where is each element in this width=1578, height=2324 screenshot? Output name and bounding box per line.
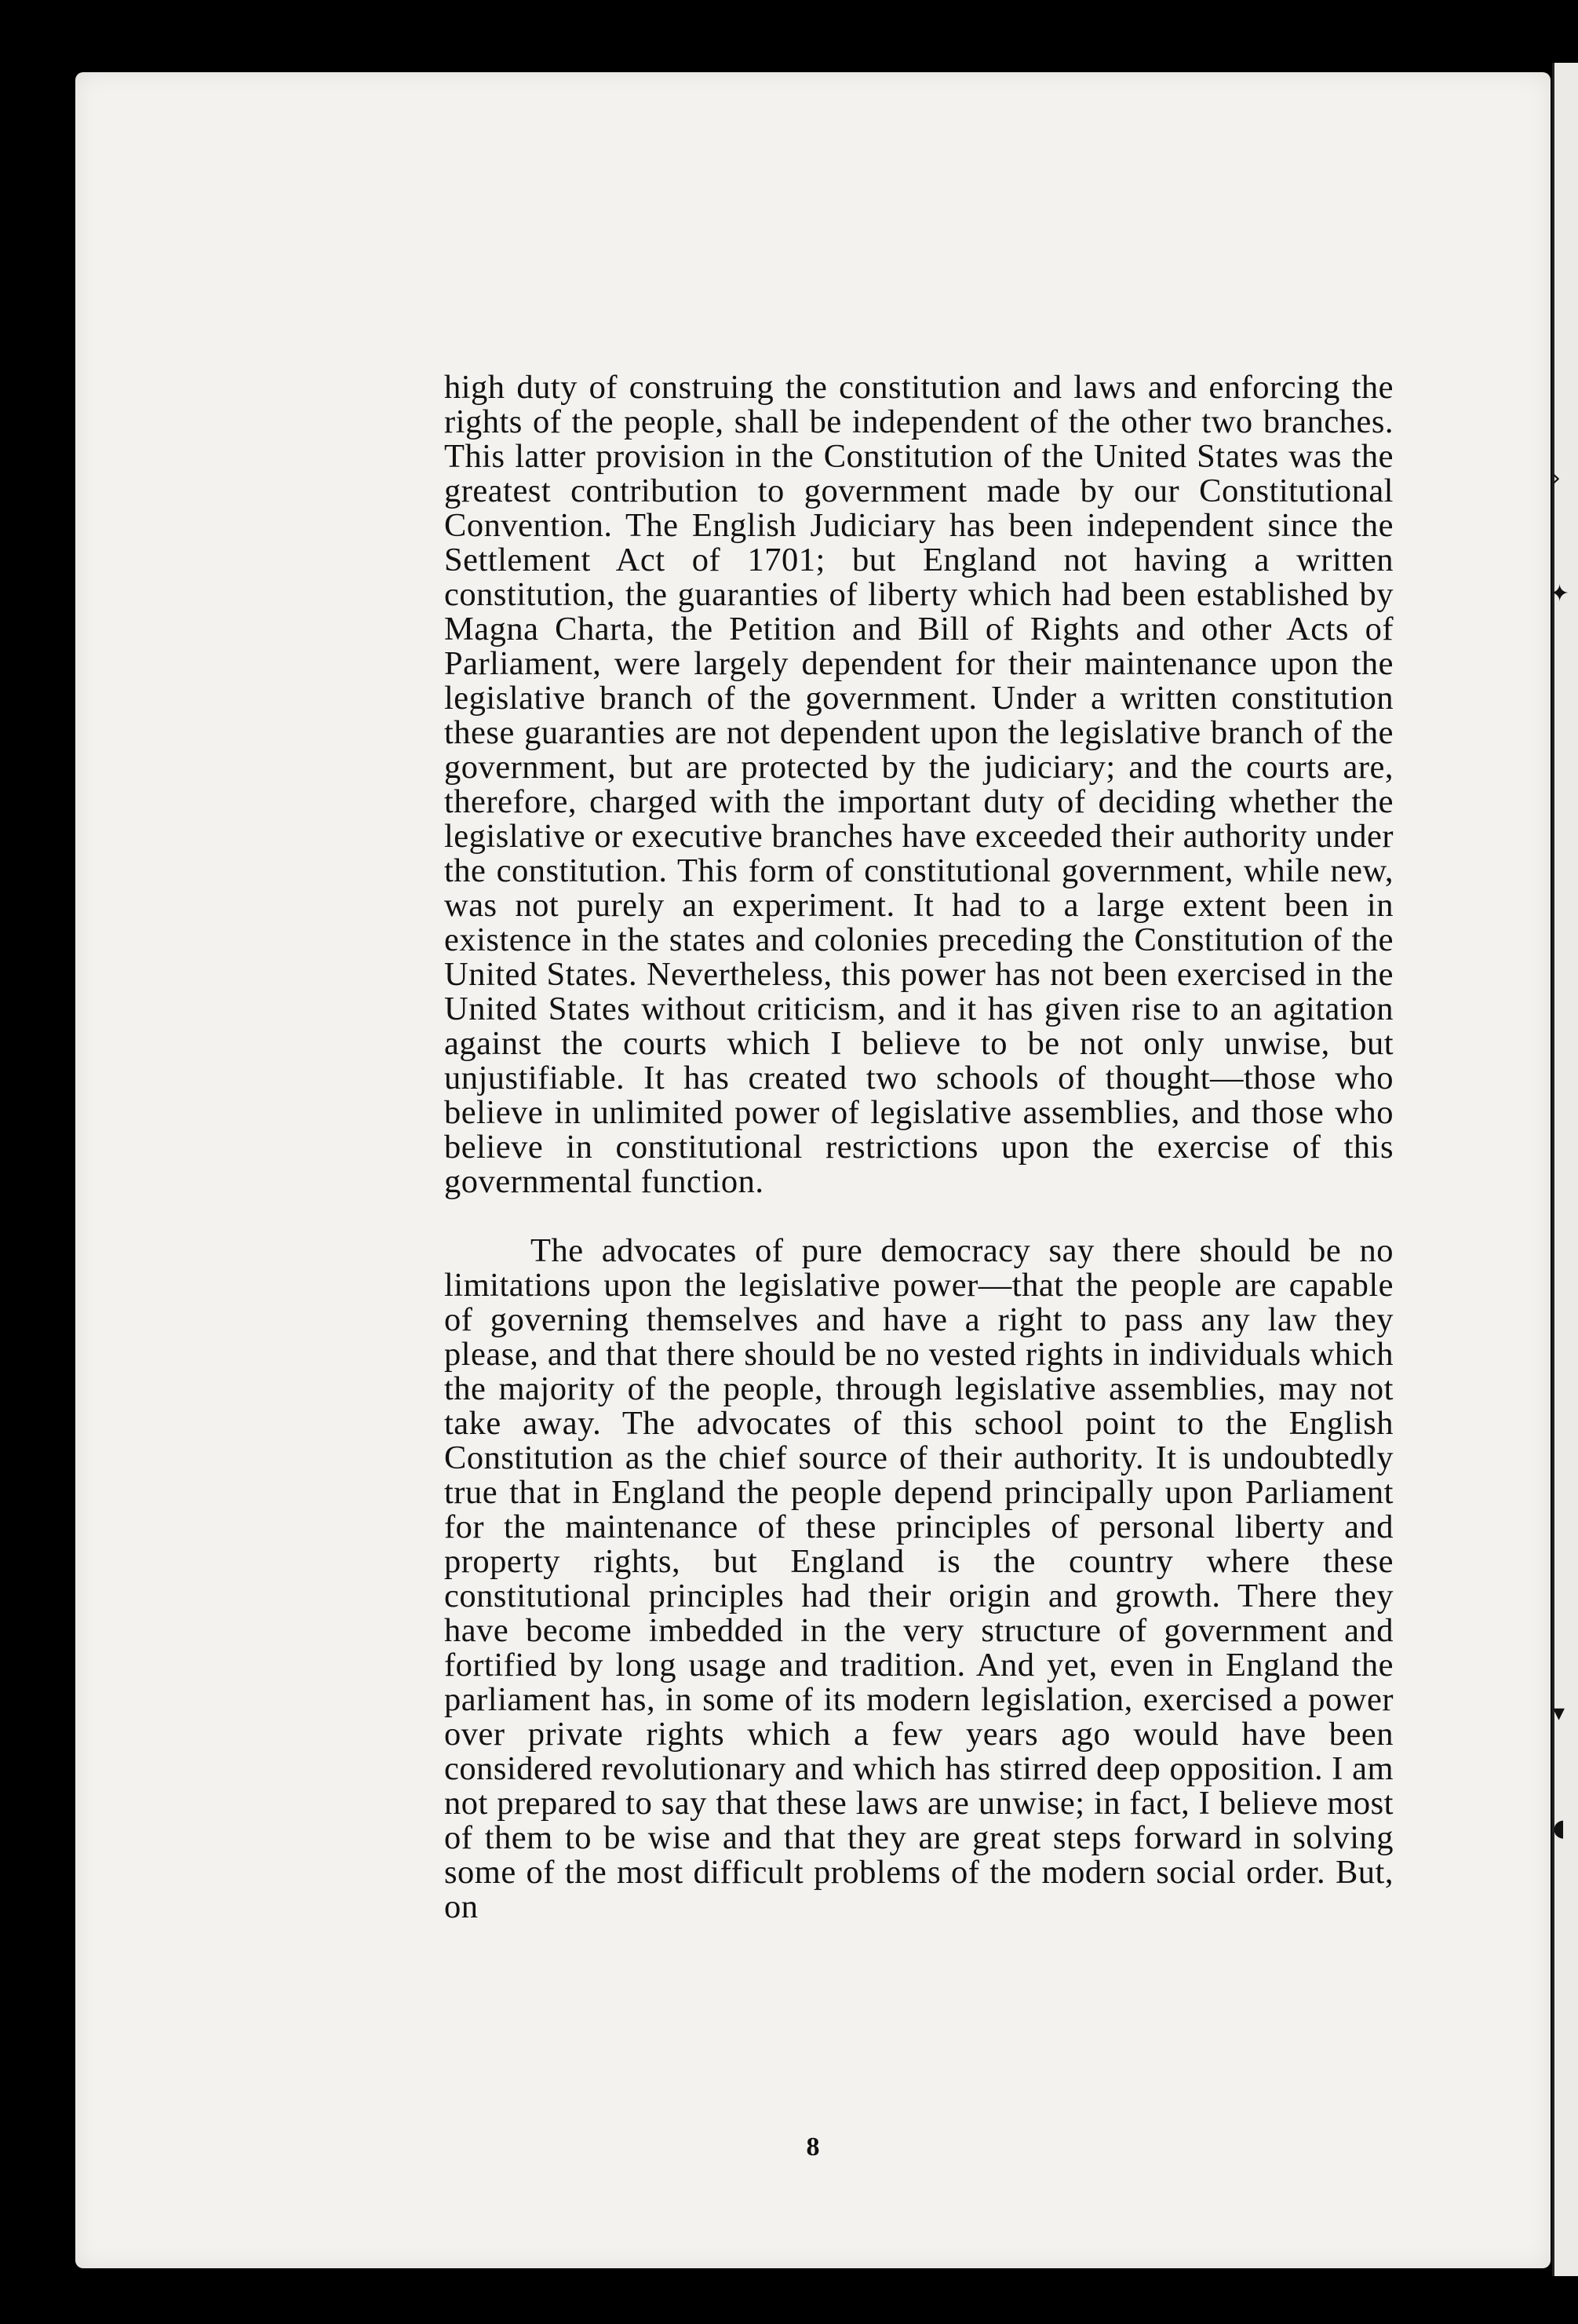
edge-bracket-mark-icon: › [1551,465,1561,492]
paragraph-1: high duty of construing the constitution and laws and enforcing the rights of the people, shall be independent of the other two branches. This latter provision in the Constitution of the United States was the greatest contribution to government made by our Constitutional Convention. The English Judiciary has been independent since the Settlement Act of 1701; but England not having a written constitution, the guaranties of liberty which had been established by Magna Charta, the Petition and Bill of Rights and other Acts of Parliament, were largely dependent for their maintenance upon the legislative branch of the government. Under a written constitution these guaranties are not dependent upon the legislative branch of the government, but are protected by the judiciary; and the courts are, therefore, charged with the important duty of deciding whether the legislative or executive branches have exceeded their authority under the constitution. This form of constitutional government, while new, was not purely an experiment. It had to a large extent been in existence in the states and colonies preceding the Constitution of the United States. Nevertheless, this power has not been exercised in the United States without criticism, and it has given rise to an agitation against the courts which I believe to be not only unwise, but unjustifiable. It has created two schools of thought—those who believe in unlimited power of legislative assemblies, and those who believe in constitutional restrictions upon the exercise of this governmental function. [444,369,1394,1200]
page-number: 8 [806,2132,820,2162]
body-text [444,370,1394,1925]
paragraph-2: The advocates of pure democracy say there should be no limitations upon the legislative power—that the people are capable of governing themselves and have a right to pass any law they please, and that there should be no vested rights in individuals which the majority of the people, through legislative assemblies, may not take away. The advocates of this school point to the English Constitution as the chief source of their authority. It is undoubtedly true that in England the people depend principally upon Parliament for the maintenance of these principles of personal liberty and property rights, but England is the country where these constitutional principles had their origin and growth. There they have become imbedded in the very structure of government and fortified by long usage and tradition. And yet, even in England the parliament has, in some of its modern legislation, exercised a power over private rights which a few years ago would have been considered revolutionary and which has stirred deep opposition. I am not prepared to say that these laws are unwise; in fact, I believe most of them to be wise and that they are great steps forward in solving some of the most difficult problems of the modern social order. But, on [444,1232,1394,1925]
adjacent-page-edge [1552,63,1578,2276]
edge-arrow-mark-icon: ✦ [1550,580,1570,607]
document-page [75,72,1551,2268]
edge-curve-mark-icon: ◖ [1553,1815,1565,1842]
edge-dot-mark-icon: ▾ [1553,1699,1565,1727]
